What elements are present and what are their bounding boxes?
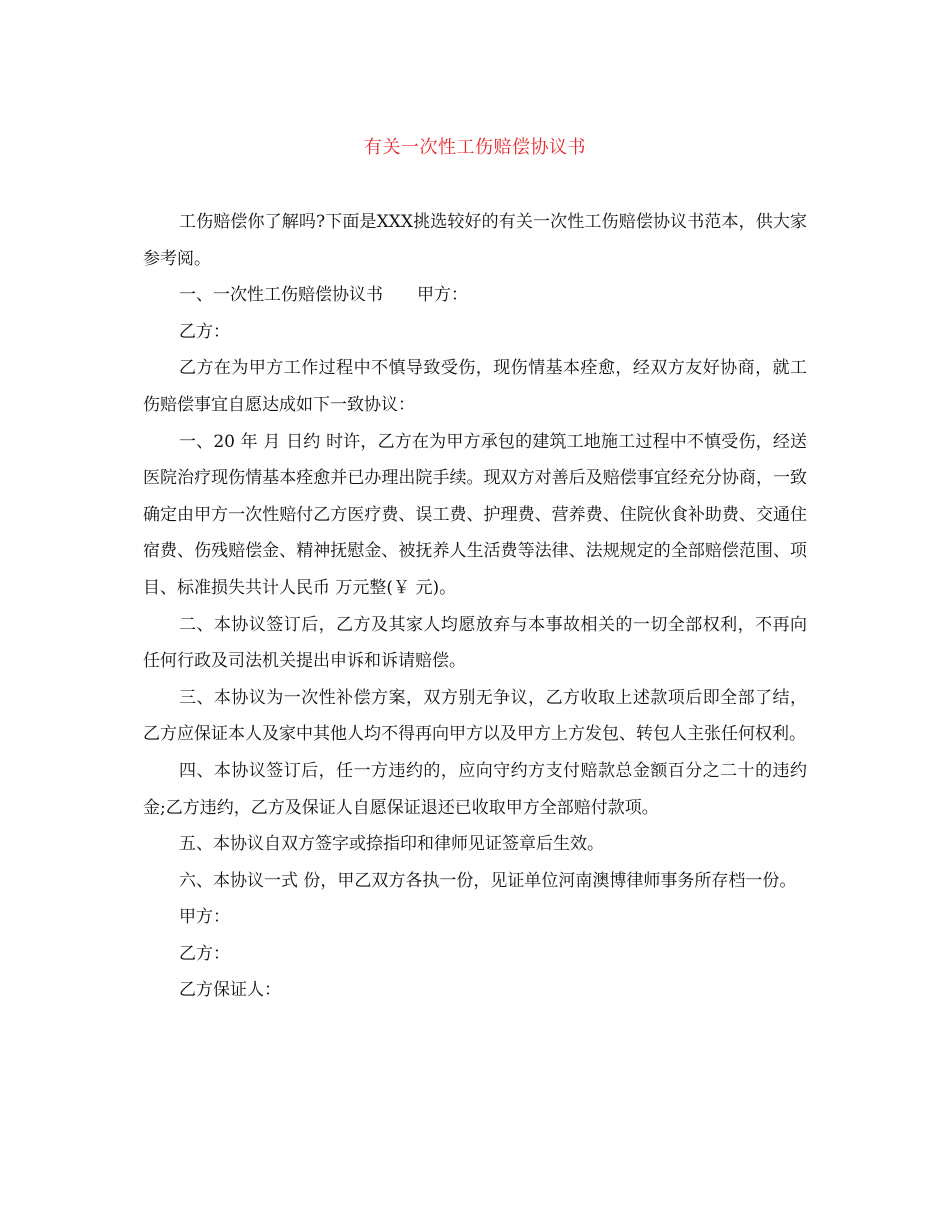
agreement-heading-party-a: 一、一次性工伤赔偿协议书 甲方： [179,285,468,306]
clause-3: 三、本协议为一次性补偿方案，双方别无争议，乙方收取上述款项后即全部了结，乙方应保证本人及家中其他人均不得再向甲方以及甲方上方发包、转包人主张任何权利。 [143,687,807,745]
document-title: 有关一次性工伤赔偿协议书 [364,137,586,158]
signature-party-b: 乙方： [179,943,230,964]
signature-guarantor: 乙方保证人： [179,980,281,1001]
clause-1: 一、20 年 月 日约 时许，乙方在为甲方承包的建筑工地施工过程中不慎受伤，经送医院治疗现伤情基本痊愈并已办理出院手续。现双方对善后及赔偿事宜经充分协商，一致确定由甲方一次性赔付乙方医疗费、误工费、护理费、营养费、住院伙食补助费、交通住宿费、伤残赔偿金、精神抚慰金、被抚养人生活费等法律、法规规定的全部赔偿范围、项目、标准损失共计人民币 万元整(￥ 元)。 [143,431,807,598]
party-b-line: 乙方： [179,321,230,342]
document-body [143,204,807,1009]
signature-party-a: 甲方： [179,907,230,928]
clause-2: 二、本协议签订后，乙方及其家人均愿放弃与本事故相关的一切全部权利，不再向任何行政及司法机关提出申诉和诉请赔偿。 [143,614,807,672]
clause-6: 六、本协议一式 份，甲乙双方各执一份，见证单位河南澳博律师事务所存档一份。 [179,870,797,891]
clause-5: 五、本协议自双方签字或捺指印和律师见证签章后生效。 [179,834,604,855]
preamble-paragraph: 乙方在为甲方工作过程中不慎导致受伤，现伤情基本痊愈，经双方友好协商，就工伤赔偿事宜自愿达成如下一致协议： [143,358,807,415]
intro-paragraph: 工伤赔偿你了解吗?下面是XXX挑选较好的有关一次性工伤赔偿协议书范本，供大家参考阅。 [143,212,807,269]
clause-4: 四、本协议签订后，任一方违约的，应向守约方支付赔款总金额百分之二十的违约金;乙方违约，乙方及保证人自愿保证退还已收取甲方全部赔付款项。 [143,760,807,818]
